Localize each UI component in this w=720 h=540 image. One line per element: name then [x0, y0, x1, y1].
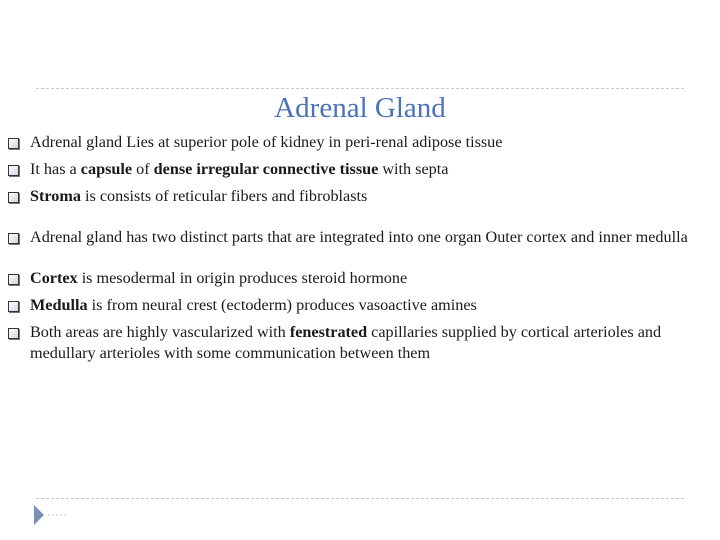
bullet-text — [30, 133, 502, 151]
text-run: It has a — [30, 160, 81, 178]
bullet-text — [30, 187, 367, 205]
bullet-text — [30, 269, 407, 287]
bullet-item — [8, 132, 698, 153]
bullet-item — [8, 227, 698, 248]
text-run: Adrenal gland has two distinct parts that are integrated into one organ Outer cortex and inner medulla — [30, 228, 688, 246]
bullet-text — [30, 160, 448, 178]
checkbox-square-icon — [8, 301, 19, 312]
bold-term: fenestrated — [289, 323, 368, 341]
bullet-list — [8, 132, 698, 370]
checkbox-square-icon — [8, 274, 19, 285]
bullet-item — [8, 295, 698, 316]
bullet-item — [8, 268, 698, 289]
bold-term: Cortex — [30, 269, 78, 287]
text-run: Both areas are highly vascularized with — [30, 323, 290, 341]
checkbox-square-icon — [8, 165, 19, 176]
slide-title: Adrenal Gland — [274, 92, 446, 124]
bold-term: dense irregular connective tissue — [153, 160, 379, 178]
bottom-divider — [36, 498, 684, 499]
top-divider — [36, 88, 684, 89]
bold-term: Medulla — [30, 296, 88, 314]
text-run: capillaries supplied by cortical arterioles and medullary arterioles with some communication between them — [30, 323, 662, 362]
text-run: is from neural crest (ectoderm) produces vasoactive amines — [87, 296, 477, 314]
bullet-item — [8, 159, 698, 180]
bold-term: Stroma — [30, 187, 81, 205]
text-run: of — [132, 160, 154, 178]
text-run: with septa — [378, 160, 449, 178]
bold-term: capsule — [80, 160, 133, 178]
slide-nav-arrow-icon[interactable] — [34, 504, 68, 526]
bullet-text — [30, 323, 661, 362]
bullet-item — [8, 322, 698, 364]
text-run: Adrenal gland Lies at superior pole of kidney in peri-renal adipose tissue — [30, 133, 503, 151]
text-run: is consists of reticular fibers and fibroblasts — [80, 187, 368, 205]
text-run: is mesodermal in origin produces steroid hormone — [77, 269, 408, 287]
bullet-text — [30, 296, 477, 314]
bullet-text — [30, 228, 688, 246]
checkbox-square-icon — [8, 233, 19, 244]
bullet-item — [8, 186, 698, 207]
checkbox-square-icon — [8, 328, 19, 339]
checkbox-square-icon — [8, 192, 19, 203]
checkbox-square-icon — [8, 138, 19, 149]
